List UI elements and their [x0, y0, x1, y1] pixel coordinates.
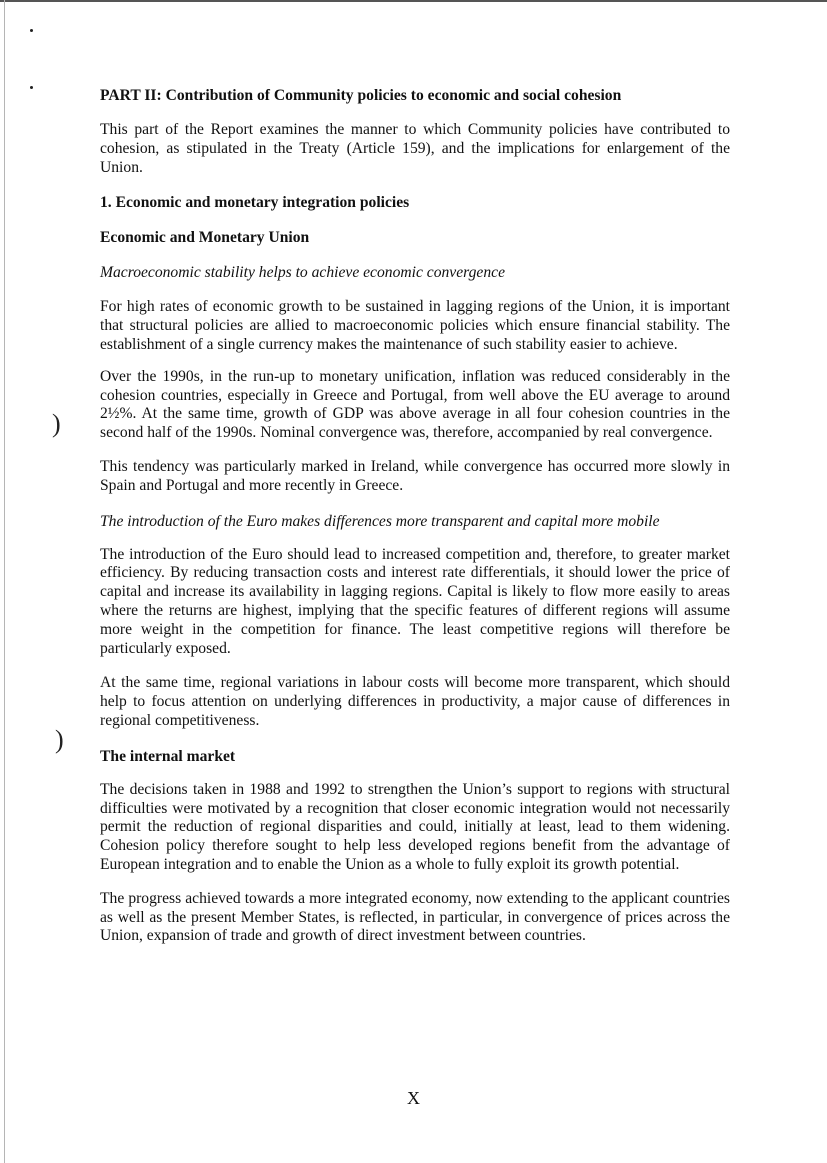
body-paragraph: The progress achieved towards a more integrated economy, now extending to the applicant countries as well as the present Member States, is reflected, in particular, in convergence of prices across the Union, expansion of trade and growth of direct investment between countries. [100, 889, 730, 945]
page-number: X [407, 1088, 420, 1108]
page-body [100, 86, 730, 946]
subsection-heading: The internal market [100, 747, 236, 765]
italic-subheading: Macroeconomic stability helps to achieve economic convergence [100, 264, 505, 282]
subsection-heading: Economic and Monetary Union [100, 229, 310, 247]
binder-hole-mark: ) [55, 725, 64, 754]
scan-speck [30, 86, 33, 89]
body-paragraph: Over the 1990s, in the run-up to monetary unification, inflation was reduced considerably in the cohesion countries, especially in Greece and Portugal, from well above the EU average to around 2½%. At the same time, growth of GDP was above average in all four cohesion countries in the second half of the 1990s. Nominal convergence was, therefore, accompanied by real convergence. [100, 367, 730, 442]
page-title: PART II: Contribution of Community policies to economic and social cohesion [100, 87, 622, 104]
body-paragraph: The decisions taken in 1988 and 1992 to strengthen the Union’s support to regions with structural difficulties were motivated by a recognition that closer economic integration would not necessarily permit the reduction of regional disparities and could, initially at least, lead to them widening. Cohesion policy therefore sought to help less developed regions benefit from the advantage of European integration and to enable the Union as a whole to fully exploit its growth potential. [100, 780, 730, 873]
section-heading: 1. Economic and monetary integration policies [100, 194, 410, 212]
scan-top-edge [0, 0, 827, 2]
body-paragraph: This tendency was particularly marked in Ireland, while convergence has occurred more slowly in Spain and Portugal and more recently in Greece. [100, 457, 730, 494]
italic-subheading: The introduction of the Euro makes differences more transparent and capital more mobile [100, 512, 660, 530]
scan-speck [30, 29, 33, 32]
body-paragraph: At the same time, regional variations in labour costs will become more transparent, which should help to focus attention on underlying differences in productivity, a major cause of differences in regional competitiveness. [100, 674, 730, 729]
body-paragraph: For high rates of economic growth to be sustained in lagging regions of the Union, it is important that structural policies are allied to macroeconomic policies which ensure financial stability. The establishment of a single currency makes the maintenance of such stability easier to achieve. [100, 298, 730, 353]
body-paragraph: The introduction of the Euro should lead to increased competition and, therefore, to greater market efficiency. By reducing transaction costs and interest rate differentials, it should lower the price of capital and increase its availability in lagging regions. Capital is likely to flow more easily to areas where the returns are highest, implying that the specific features of different regions will assume more weight in the competition for finance. The least competitive regions will therefore be particularly exposed. [100, 545, 730, 657]
binder-hole-mark: ) [52, 409, 61, 438]
scan-left-edge [4, 0, 5, 1163]
intro-paragraph: This part of the Report examines the manner to which Community policies have contributed to cohesion, as stipulated in the Treaty (Article 159), and the implications for enlargement of the Union. [100, 121, 730, 176]
